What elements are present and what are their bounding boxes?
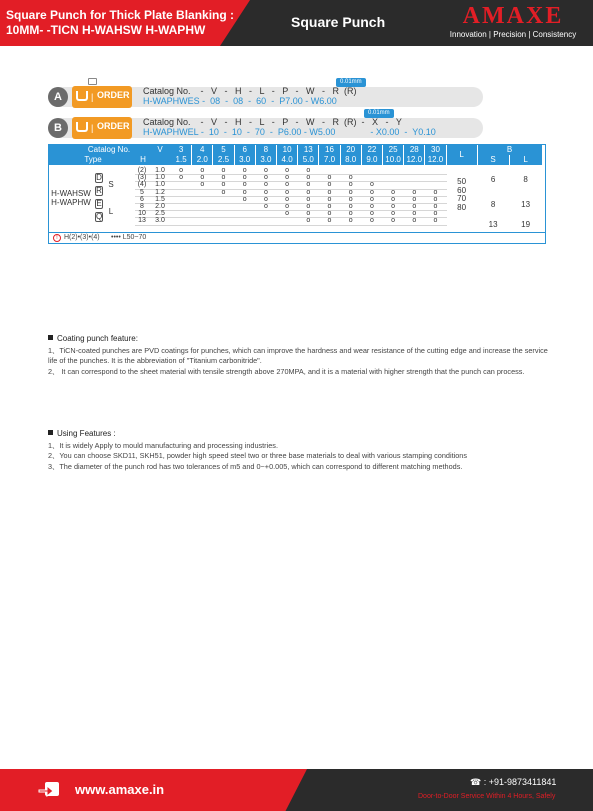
availability-mark: o: [327, 174, 332, 182]
coating-section: [48, 334, 548, 377]
availability-mark: o: [327, 210, 332, 218]
availability-mark: o: [200, 181, 205, 189]
p-size-header: 2.0: [192, 155, 212, 165]
availability-mark: o: [242, 195, 247, 203]
shape-code: D: [96, 173, 102, 182]
availability-mark: o: [221, 181, 226, 189]
b-l-value: 13: [521, 200, 531, 209]
l-header: L: [447, 145, 477, 165]
order-button-label: ORDER: [97, 90, 130, 100]
punch-shape-icon: [88, 78, 97, 85]
website-link[interactable]: www.amaxe.in: [75, 782, 165, 797]
features-title: Using Features :: [48, 429, 548, 440]
p-corner: [149, 155, 171, 165]
cart-icon: [76, 91, 88, 101]
order-row-a: [48, 79, 483, 110]
b-s-value: 6: [490, 175, 496, 184]
p-size-header: 12.0: [425, 155, 445, 165]
separator: |: [91, 92, 94, 102]
l-value: 70: [457, 194, 467, 203]
availability-mark: o: [369, 181, 374, 189]
availability-mark: o: [179, 167, 184, 174]
v-size-header: 10: [277, 145, 297, 155]
availability-mark: o: [242, 188, 247, 196]
v-size-header: 25: [383, 145, 403, 155]
separator: |: [91, 123, 94, 133]
phone-number[interactable]: ☎ : +91-9873411841: [470, 777, 557, 787]
availability-mark: o: [306, 203, 311, 210]
v-size-header: 22: [362, 145, 382, 155]
shape-code: Q: [96, 212, 103, 221]
availability-mark: o: [306, 167, 311, 174]
b-l-header: L: [510, 155, 542, 165]
v-size-header: 16: [319, 145, 339, 155]
feature-line: 1、It is widely Apply to mould manufacturing and processing industries.: [48, 440, 278, 450]
availability-mark: o: [285, 181, 290, 189]
availability-mark: o: [263, 195, 268, 203]
availability-mark: o: [327, 181, 332, 189]
availability-mark: o: [200, 167, 205, 174]
availability-mark: o: [369, 188, 374, 196]
delivery-icon: [36, 778, 62, 802]
p-value: 2.5: [155, 210, 165, 218]
b-s-header: S: [478, 155, 509, 165]
availability-mark: o: [369, 210, 374, 218]
availability-mark: o: [412, 188, 417, 196]
page-header: [0, 0, 593, 46]
h-axis-label: H: [137, 155, 149, 165]
availability-mark: o: [285, 188, 290, 196]
availability-mark: o: [242, 174, 247, 182]
p-value: 3.0: [155, 217, 165, 225]
availability-mark: o: [369, 217, 374, 225]
row-divider: [135, 225, 447, 226]
p-size-header: 3.0: [256, 155, 276, 165]
availability-mark: o: [391, 188, 396, 196]
availability-mark: o: [348, 217, 353, 225]
spec-table: [48, 144, 546, 244]
v-axis-label: V: [149, 145, 171, 155]
order-badge: A: [48, 87, 68, 107]
l-value: 80: [457, 202, 467, 212]
availability-mark: o: [433, 195, 438, 203]
availability-mark: o: [285, 195, 290, 203]
b-l-value: 8: [523, 175, 528, 184]
availability-mark: o: [391, 217, 396, 225]
h-value: (4): [137, 181, 147, 189]
availability-mark: o: [412, 217, 417, 225]
h-value: 10: [138, 210, 146, 218]
availability-mark: o: [306, 174, 311, 182]
feature-line: 3、The diameter of the punch rod has two tolerances of m5 and 0~+0.005, which can correspond to different matching methods.: [48, 461, 463, 471]
feature-line: 2、You can choose SKD11, SKH51, powder high speed steel two or three base materials to deal with various stamping conditions: [48, 451, 468, 460]
order-badge: B: [48, 118, 68, 138]
product-title: Square Punch for Thick Plate Blanking : 10MM- -TICN H-WAHSW H-WAPHW: [6, 8, 235, 37]
p-size-header: 9.0: [362, 155, 382, 165]
availability-mark: o: [285, 203, 290, 210]
availability-mark: o: [348, 174, 353, 182]
l-value: 60: [457, 185, 467, 195]
availability-mark: o: [285, 210, 290, 218]
availability-mark: o: [263, 203, 268, 210]
logo-tagline: Innovation | Precision | Consistency: [449, 30, 577, 39]
availability-mark: o: [391, 195, 396, 203]
availability-mark: o: [263, 167, 268, 174]
shape-l-label: L: [108, 207, 114, 216]
availability-mark: o: [348, 181, 353, 189]
warning-icon: !: [53, 234, 61, 242]
order-button-a[interactable]: [72, 86, 132, 108]
v-size-header: 6: [235, 145, 255, 155]
p-size-header: 3.0: [235, 155, 255, 165]
availability-mark: o: [412, 210, 417, 218]
p-size-header: 2.5: [213, 155, 233, 165]
availability-mark: o: [306, 181, 311, 189]
features-section: [48, 429, 548, 472]
availability-mark: o: [433, 188, 438, 196]
h-value: (3): [137, 174, 147, 182]
catalog-format-line: Catalog No. - V - H - L - P - W - R (R) - X - Y: [143, 117, 402, 127]
v-size-header: 8: [256, 145, 276, 155]
h-value: 13: [138, 217, 146, 225]
page-footer: [0, 769, 593, 811]
logo-wordmark: AMAXE: [462, 3, 564, 29]
p-value: 1.0: [155, 181, 165, 189]
note-h-values: H(2)•(3)•(4): [64, 234, 100, 241]
availability-mark: o: [263, 181, 268, 189]
availability-mark: o: [348, 195, 353, 203]
availability-mark: o: [369, 195, 374, 203]
shape-code: R: [96, 186, 102, 195]
availability-mark: o: [242, 167, 247, 174]
availability-mark: o: [306, 188, 311, 196]
b-l-value: 19: [521, 220, 531, 229]
p-size-header: 12.0: [404, 155, 424, 165]
shape-code: E: [96, 199, 102, 208]
availability-mark: o: [179, 174, 184, 182]
tolerance-tag: 0.01mm: [336, 78, 366, 87]
coating-title: Coating punch feature:: [48, 334, 548, 345]
v-size-header: 5: [213, 145, 233, 155]
shape-s-label: S: [108, 180, 114, 189]
order-button-b[interactable]: [72, 117, 132, 139]
catalog-example-line: H-WAPHWEL - 10 - 10 - 70 - P6.00 - W5.00 - X0.00 - Y0.10: [143, 127, 436, 137]
availability-mark: o: [327, 188, 332, 196]
availability-mark: o: [263, 174, 268, 182]
p-size-header: 7.0: [319, 155, 339, 165]
p-size-header: 1.5: [171, 155, 191, 165]
h-value: (2): [137, 167, 147, 174]
availability-mark: o: [221, 174, 226, 182]
catalog-example-line: H-WAPHWES - 08 - 08 - 60 - P7.00 - W6.00: [143, 96, 337, 106]
type-name: H-WAHSW: [51, 189, 91, 198]
v-size-header: 13: [298, 145, 318, 155]
v-size-header: 20: [341, 145, 361, 155]
p-size-header: 8.0: [341, 155, 361, 165]
catalog-header: Catalog No.: [49, 145, 169, 155]
v-size-header: 3: [171, 145, 191, 155]
availability-mark: o: [327, 195, 332, 203]
note-l-range: •••• L50~70: [111, 234, 147, 241]
h-value: 8: [140, 203, 144, 210]
v-size-header: 30: [425, 145, 445, 155]
availability-mark: o: [285, 167, 290, 174]
v-size-header: 28: [404, 145, 424, 155]
order-row-b: [48, 110, 483, 141]
availability-mark: o: [221, 188, 226, 196]
availability-mark: o: [348, 188, 353, 196]
p-value: 1.0: [155, 174, 165, 182]
availability-mark: o: [433, 203, 438, 210]
coating-line: 1、TiCN-coated punches are PVD coatings for punches, which can improve the hardness and wear resistance of the cutting edge and increase the service life of the punches. It is the abbreviation of "Titanium carbonitride".: [48, 345, 548, 365]
availability-mark: o: [348, 210, 353, 218]
brand-logo[interactable]: [443, 3, 583, 40]
p-value: 1.2: [155, 188, 165, 196]
availability-mark: o: [412, 203, 417, 210]
h-value: 5: [140, 188, 144, 196]
availability-mark: o: [200, 174, 205, 182]
availability-mark: o: [369, 203, 374, 210]
p-size-header: 10.0: [383, 155, 403, 165]
table-note: [49, 232, 545, 243]
b-s-value: 13: [488, 220, 498, 229]
availability-mark: o: [221, 167, 226, 174]
availability-mark: o: [306, 217, 311, 225]
availability-mark: o: [433, 210, 438, 218]
l-value: 50: [457, 177, 467, 186]
type-name: H-WAPHW: [51, 198, 91, 207]
availability-mark: o: [412, 195, 417, 203]
catalog-format-line: Catalog No. - V - H - L - P - W - R (R): [143, 86, 357, 96]
availability-mark: o: [327, 203, 332, 210]
availability-mark: o: [391, 210, 396, 218]
p-value: 1.5: [155, 195, 165, 203]
availability-mark: o: [306, 195, 311, 203]
p-size-header: 4.0: [277, 155, 297, 165]
section-title: Square Punch: [291, 14, 386, 30]
cart-icon: [76, 122, 88, 132]
h-value: 6: [140, 195, 144, 203]
availability-mark: o: [327, 217, 332, 225]
availability-mark: o: [263, 188, 268, 196]
tolerance-tag: 0.01mm: [364, 109, 394, 118]
availability-mark: o: [391, 203, 396, 210]
order-button-label: ORDER: [97, 121, 130, 131]
type-header: Type: [49, 155, 137, 165]
availability-mark: o: [348, 203, 353, 210]
p-value: 2.0: [155, 203, 165, 210]
coating-line: 2、 It can correspond to the sheet material with tensile strength above 270MPA, and it is a material with higher strength that the punch can process.: [48, 366, 525, 376]
service-tagline: Door-to-Door Service Within 4 Hours, Safely: [418, 793, 556, 800]
b-s-value: 8: [490, 200, 496, 209]
availability-mark: o: [433, 217, 438, 225]
availability-mark: o: [242, 181, 247, 189]
availability-mark: o: [285, 174, 290, 182]
p-value: 1.0: [155, 167, 165, 174]
v-size-header: 4: [192, 145, 212, 155]
p-size-header: 5.0: [298, 155, 318, 165]
availability-mark: o: [306, 210, 311, 218]
b-header: B: [478, 145, 542, 155]
